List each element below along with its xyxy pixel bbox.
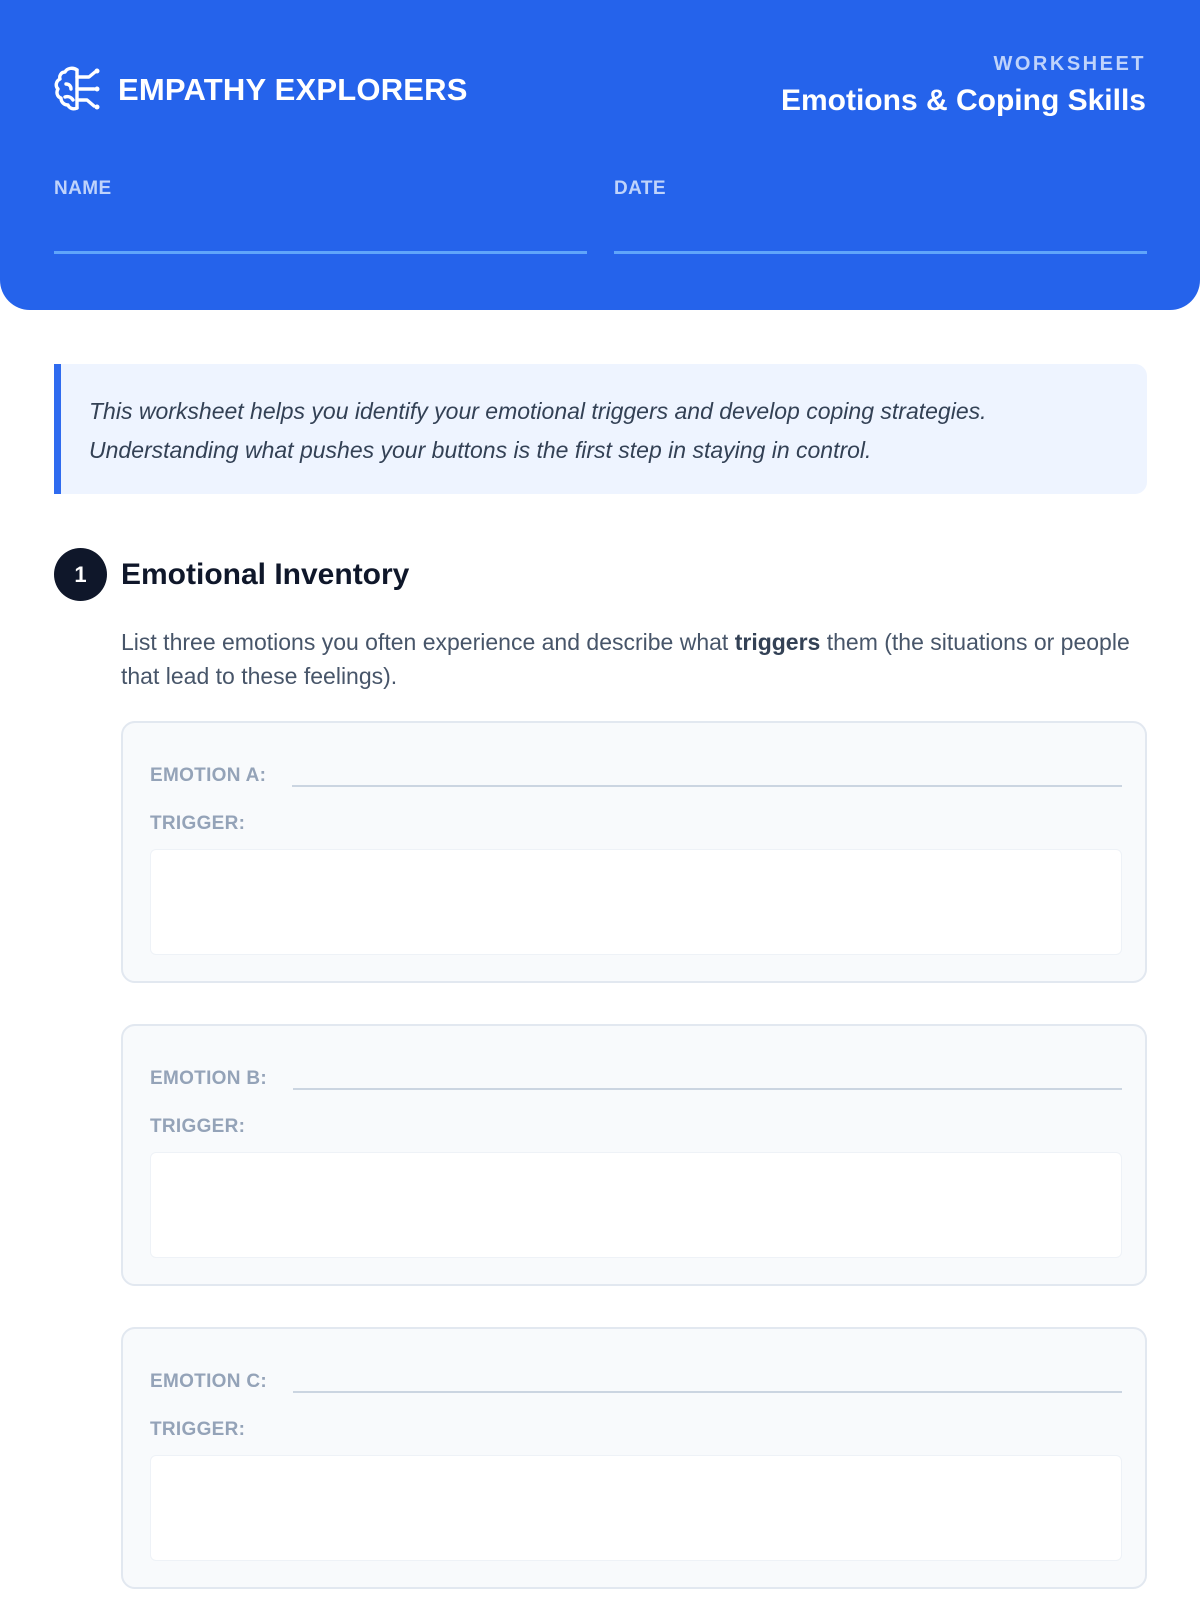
instructions-bold-word: triggers	[734, 629, 821, 655]
emotion-row	[150, 1060, 1122, 1090]
emotion-label: EMOTION A:	[150, 765, 267, 786]
trigger-textarea[interactable]	[150, 1455, 1122, 1561]
emotion-card-b	[121, 1024, 1147, 1286]
date-label: DATE	[614, 178, 666, 199]
worksheet-title-block	[781, 53, 1146, 118]
trigger-textarea[interactable]	[150, 1152, 1122, 1258]
brand-name: EMPATHY EXPLORERS	[118, 72, 468, 107]
worksheet-header	[0, 0, 1200, 310]
emotion-input[interactable]	[292, 757, 1122, 787]
instructions-text-start: List three emotions you often experience and describe what	[121, 629, 735, 655]
emotion-input[interactable]	[293, 1060, 1122, 1090]
emotion-row	[150, 757, 1122, 787]
intro-callout	[54, 364, 1147, 494]
emotion-card-c	[121, 1327, 1147, 1589]
date-field-group	[614, 178, 1147, 254]
worksheet-kicker: WORKSHEET	[993, 53, 1146, 75]
emotion-label: EMOTION B:	[150, 1068, 267, 1089]
name-label: NAME	[54, 178, 112, 199]
worksheet-title: Emotions & Coping Skills	[780, 84, 1146, 117]
intro-line-2: Understanding what pushes your buttons is the first step in staying in control.	[89, 437, 872, 463]
section-number-badge: 1	[54, 548, 107, 601]
section-title: Emotional Inventory	[121, 557, 410, 591]
emotion-card-a	[121, 721, 1147, 983]
trigger-textarea[interactable]	[150, 849, 1122, 955]
emotion-input[interactable]	[293, 1363, 1122, 1393]
name-input[interactable]	[54, 230, 587, 254]
instructions-text-end: them (the situations or people that lead to these feelings).	[121, 629, 1130, 689]
brand	[54, 64, 468, 116]
intro-line-1: This worksheet helps you identify your emotional triggers and develop coping strategies.	[89, 398, 987, 424]
trigger-label: TRIGGER:	[150, 1419, 246, 1440]
brain-icon	[54, 64, 104, 116]
trigger-label: TRIGGER:	[150, 813, 246, 834]
date-input[interactable]	[614, 230, 1147, 254]
name-field-group	[54, 178, 587, 254]
emotion-label: EMOTION C:	[150, 1371, 267, 1392]
section-instructions	[121, 625, 1151, 693]
trigger-label: TRIGGER:	[150, 1116, 246, 1137]
emotion-row	[150, 1363, 1122, 1393]
section-1-heading	[54, 548, 409, 601]
